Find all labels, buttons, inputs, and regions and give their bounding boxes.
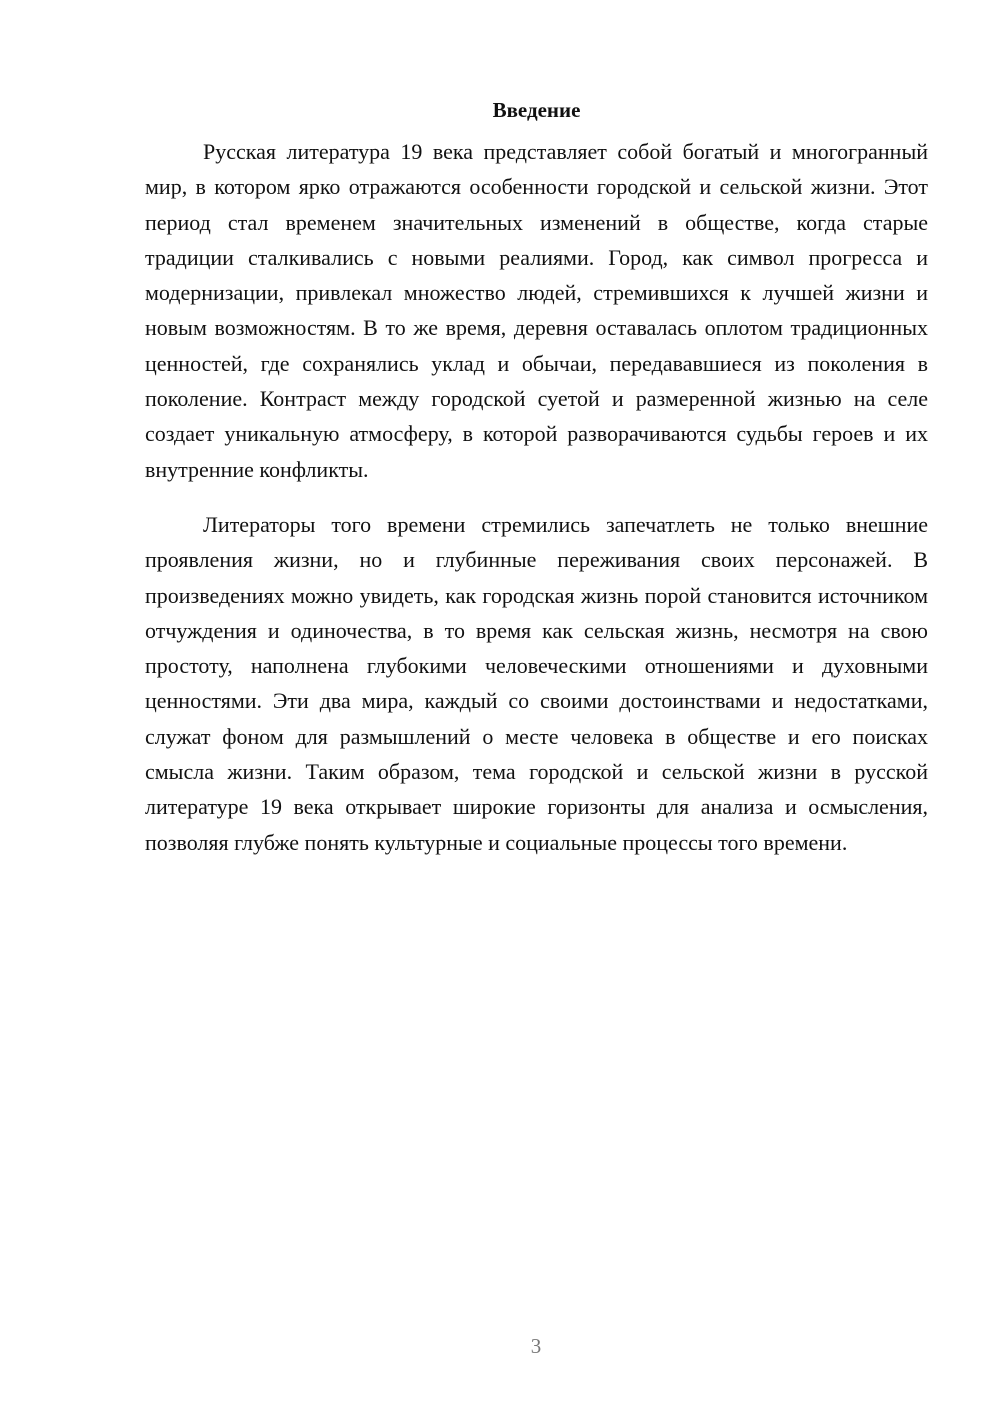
page-number: 3 (530, 1334, 542, 1358)
paragraph-intro-1: Русская литература 19 века представляет собой богатый и многогранный мир, в котором ярко отражаются особенности городской и сельской жизни. Этот период стал временем значительных изменений в обществе, когда старые традиции сталкивались с новыми реалиями. Город, как символ прогресса и модернизации, привлекал множество людей, стремившихся к лучшей жизни и новым возможностям. В то же время, деревня оставалась оплотом традиционных ценностей, где сохранялись уклад и обычаи, передававшиеся из поколения в поколение. Контраст между городской суетой и размеренной жизнью на селе создает уникальную атмосферу, в которой разворачиваются судьбы героев и их внутренние конфликты. (145, 139, 928, 482)
page-title: Введение (492, 98, 581, 122)
page-content (145, 92, 928, 860)
paragraph-intro-2: Литераторы того времени стремились запечатлеть не только внешние проявления жизни, но и глубинные переживания своих персонажей. В произведениях можно увидеть, как городская жизнь порой становится источником отчуждения и одиночества, в то время как сельская жизнь, несмотря на свою простоту, наполнена глубокими человеческими отношениями и духовными ценностями. Эти два мира, каждый со своими достоинствами и недостатками, служат фоном для размышлений о месте человека в обществе и его поисках смысла жизни. Таким образом, тема городской и сельской жизни в русской литературе 19 века открывает широкие горизонты для анализа и осмысления, позволяя глубже понять культурные и социальные процессы того времени. (145, 511, 928, 855)
